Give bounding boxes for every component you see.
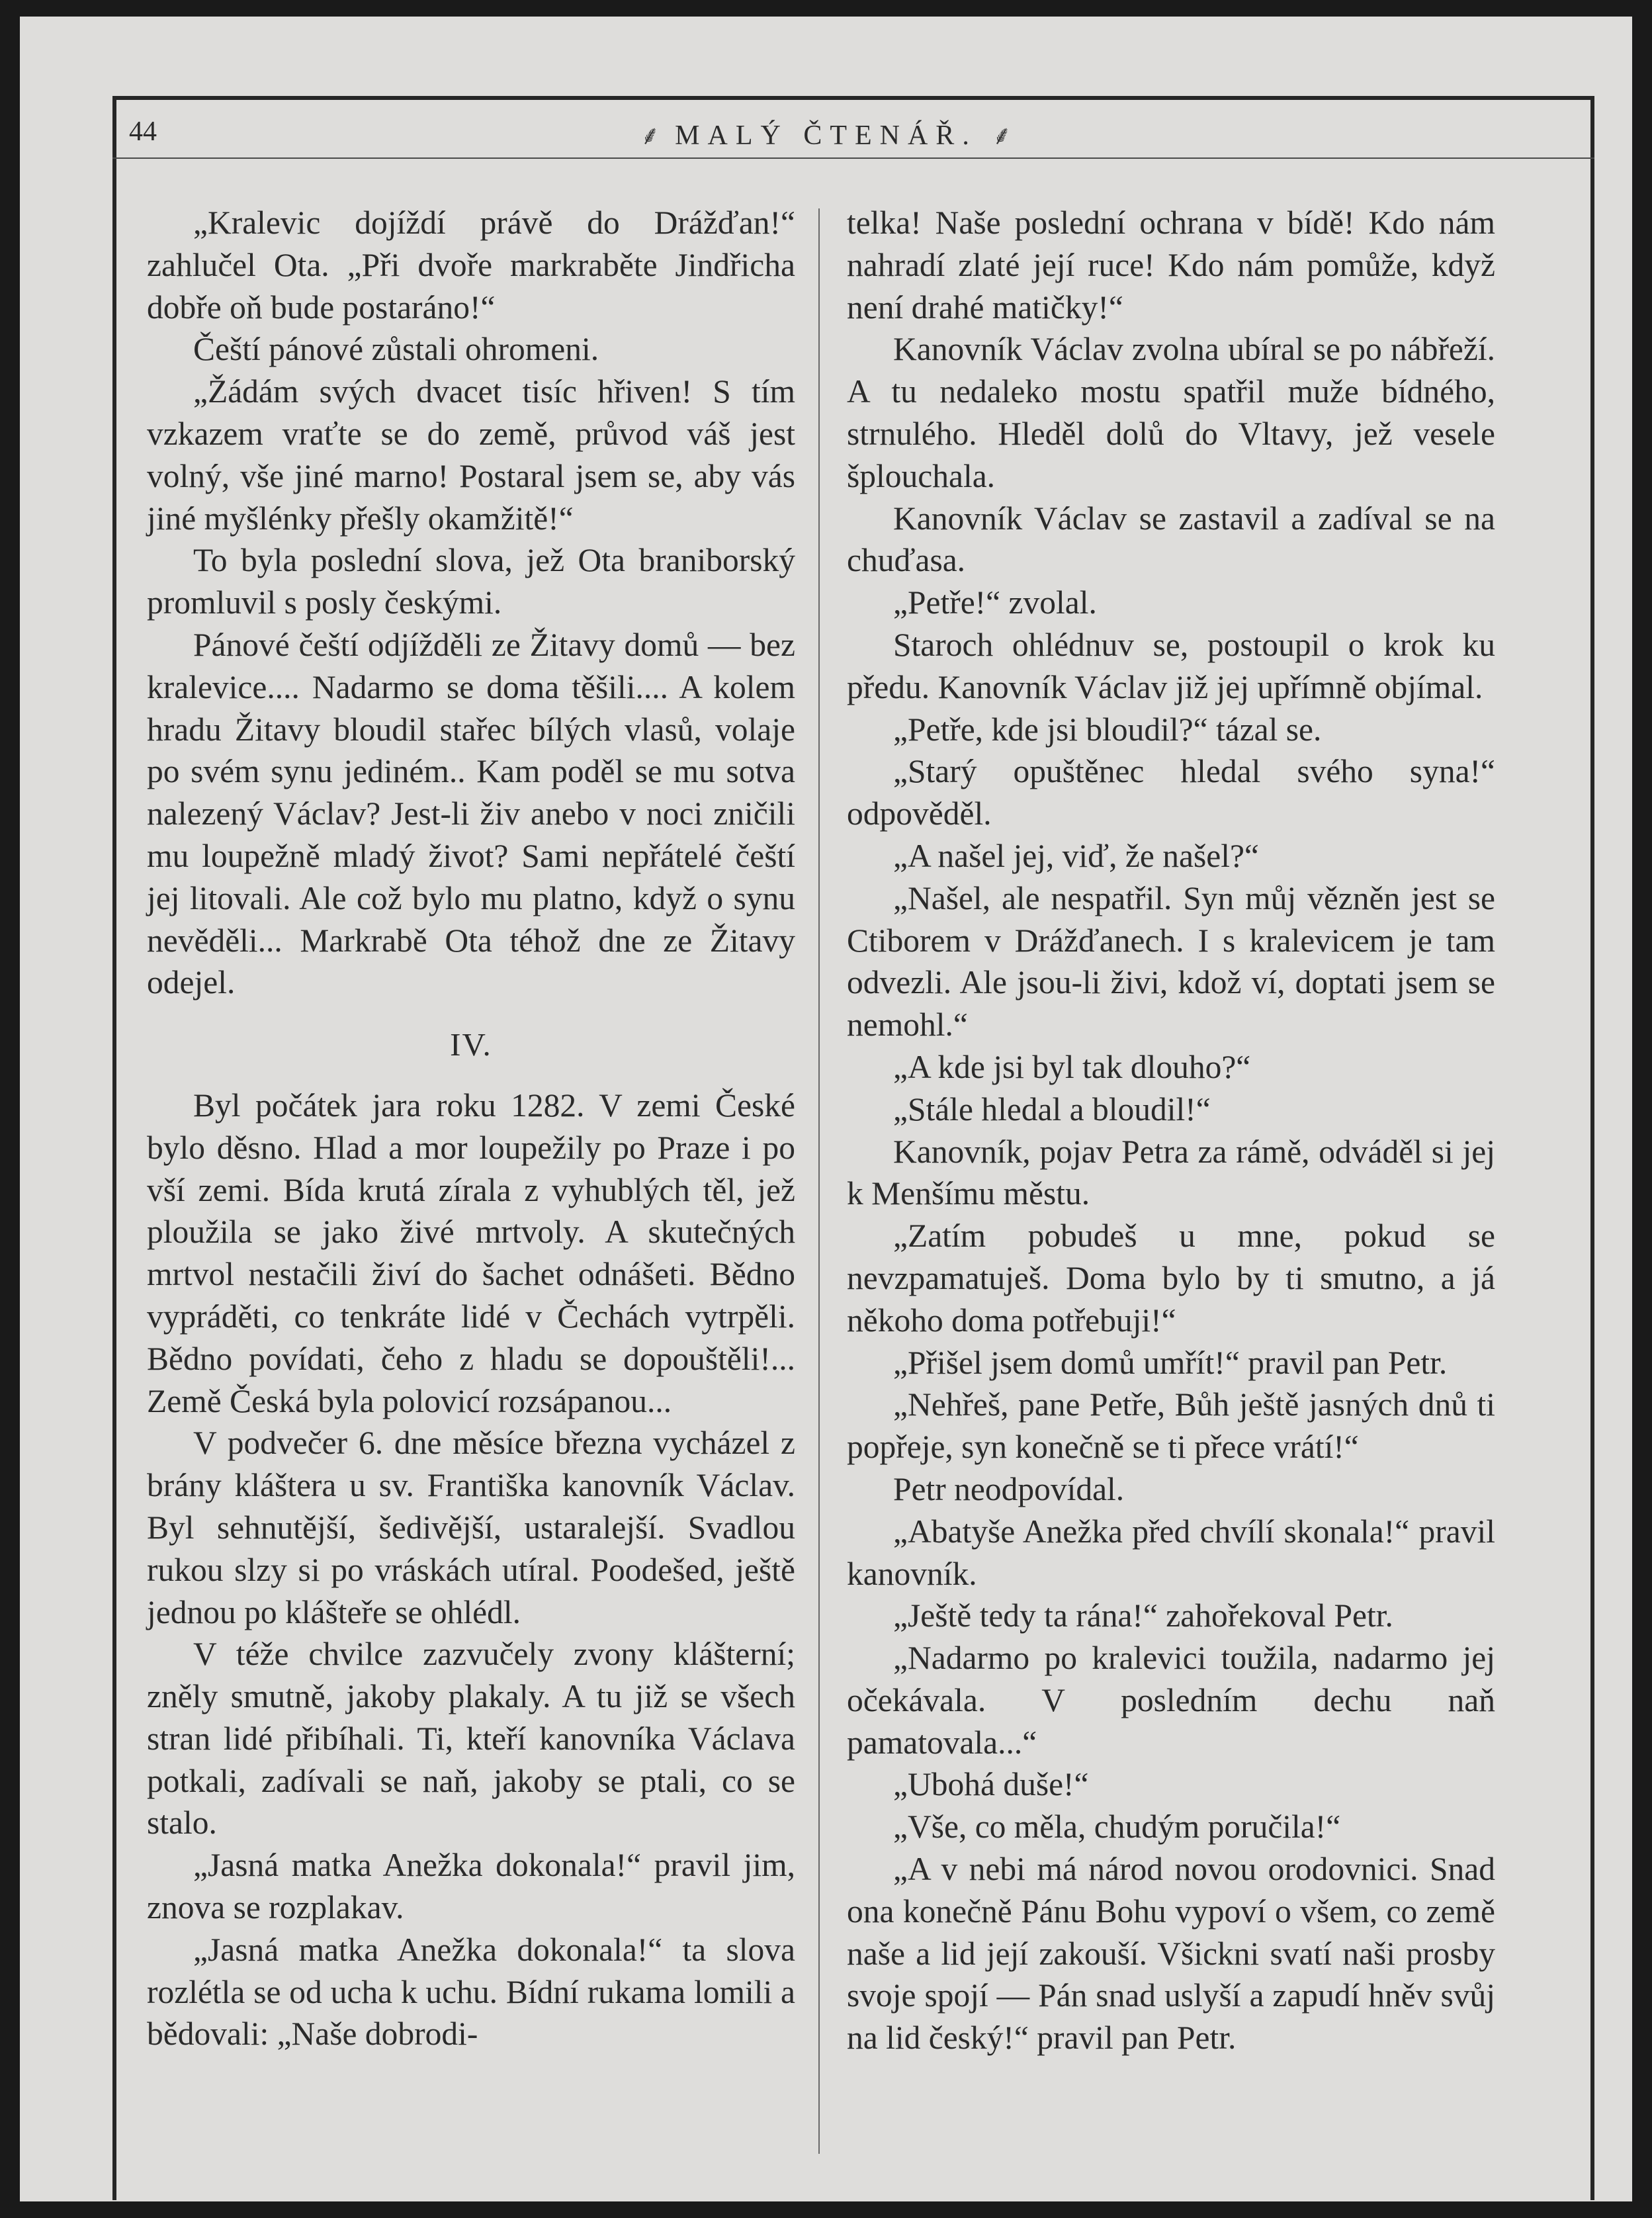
paragraph: „Stále hledal a bloudil!“ [893, 1090, 1211, 1128]
paragraph: „A našel jej, viď, že našel?“ [893, 837, 1259, 874]
paragraph: „Ubohá duše!“ [893, 1766, 1089, 1803]
paragraph: „Našel, ale nespatřil. Syn můj vězněn jest se Ctiborem v Drážďanech. I s kralevicem je tam odvezli. Ale jsou-li živi, kdož ví, doptati jsem se nemohl.“ [847, 879, 1495, 1043]
paragraph: Byl počátek jara roku 1282. V zemi České bylo děsno. Hlad a mor loupežily po Praze i po vší zemi. Bída krutá zírala z vyhublých těl, jež ploužila se jako živé mrtvoly. A skutečných mrtvol nestačili živí do šachet odnášeti. Bědno vypráděti, co tenkráte lidé v Čechách vytrpěli. Bědno povídati, čeho z hladu se dopouštěli!... Země Česká byla polovicí rozsápanou... [147, 1087, 795, 1419]
paragraph: „Petře, kde jsi bloudil?“ tázal se. [893, 711, 1322, 748]
paragraph: To byla poslední slova, jež Ota braniborský promluvil s posly českými. [147, 542, 795, 621]
paragraph: Petr neodpovídal. [893, 1470, 1125, 1507]
chapter-heading: IV. [450, 1026, 492, 1063]
paragraph: „Jasná matka Anežka dokonala!“ ta slova rozlétla se od ucha k uchu. Bídní rukama lomili a bědovali: „Naše dobrodi- [147, 1931, 795, 2053]
paragraph: „Kralevic dojíždí právě do Drážďan!“ zahlučel Ota. „Při dvoře markraběte Jindřicha dobře oň bude postaráno!“ [147, 204, 795, 326]
page-frame-top-border [112, 96, 1594, 100]
column-divider [818, 208, 820, 2154]
paragraph: Kanovník Václav zvolna ubíral se po nábřeží. A tu nedaleko mostu spatřil muže bídného, strnulého. Hleděl dolů do Vltavy, jež vesele šplouchala. [847, 331, 1495, 494]
page-number: 44 [129, 116, 157, 147]
paragraph: „Nehřeš, pane Petře, Bůh ještě jasných dnů ti popřeje, syn konečně se ti přece vrátí!“ [847, 1386, 1495, 1466]
ornament-left-icon: ⸙ [640, 120, 660, 150]
paragraph: „Petře!“ zvolal. [893, 584, 1097, 621]
right-column [847, 202, 1495, 2059]
paragraph: „Nadarmo po kralevici toužila, nadarmo jej očekávala. V posledním dechu naň pamatovala...“ [847, 1640, 1495, 1761]
ornament-right-icon: ⸙ [992, 120, 1012, 150]
journal-title: MALÝ ČTENÁŘ. [675, 120, 977, 151]
paragraph: Kanovník Václav se zastavil a zadíval se na chuďasa. [847, 500, 1495, 579]
header-rule [112, 157, 1594, 159]
paragraph: „Abatyše Anežka před chvílí skonala!“ pravil kanovník. [847, 1513, 1495, 1592]
paragraph: „Jasná matka Anežka dokonala!“ pravil jim, znova se rozplakav. [147, 1847, 795, 1926]
paragraph: „Starý opuštěnec hledal svého syna!“ odpověděl. [847, 753, 1495, 832]
paragraph: Staroch ohlédnuv se, postoupil o krok ku předu. Kanovník Václav již jej upřímně objímal. [847, 626, 1495, 705]
paragraph: „A v nebi má národ novou orodovnici. Snad ona konečně Pánu Bohu vypoví o všem, co země naše a lid její zakouší. Všickni svatí naši prosby svoje spojí — Pán snad uslyší a zapudí hněv svůj na lid český!“ pravil pan Petr. [847, 1851, 1495, 2057]
paragraph: Pánové čeští odjížděli ze Žitavy domů — bez kralevice.... Nadarmo se doma těšili.... A kolem hradu Žitavy bloudil stařec bílých vlasů, volaje po svém synu jediném.. Kam poděl se mu sotva nalezený Václav? Jest-li živ anebo v noci zničili mu loupežně mladý život? Sami nepřátelé čeští jej litovali. Ale což bylo mu platno, když o synu nevěděli... Markrabě Ota téhož dne ze Žitavy odejel. [147, 626, 795, 1001]
page-frame-right-border [1590, 96, 1594, 2200]
left-column [147, 202, 795, 2055]
paragraph: Čeští pánové zůstali ohromeni. [193, 331, 599, 368]
paragraph: „A kde jsi byl tak dlouho?“ [893, 1048, 1251, 1085]
paragraph: Kanovník, pojav Petra za rámě, odváděl si jej k Menšímu městu. [847, 1133, 1495, 1212]
paragraph: V téže chvilce zazvučely zvony klášterní; zněly smutně, jakoby plakaly. A tu již se všech stran lidé přibíhali. Ti, kteří kanovníka Václava potkali, zadívali se naň, jakoby se ptali, co se stalo. [147, 1636, 795, 1841]
book-page [20, 17, 1632, 2201]
paragraph-continuation: telka! Naše poslední ochrana v bídě! Kdo nám nahradí zlaté její ruce! Kdo nám pomůže, když není drahé matičky!“ [847, 204, 1495, 326]
paragraph: „Zatím pobudeš u mne, pokud se nevzpamatuješ. Doma bylo by ti smutno, a já někoho doma potřebuji!“ [847, 1218, 1495, 1339]
running-head [20, 116, 1632, 152]
paragraph: „Vše, co měla, chudým poručila!“ [893, 1808, 1341, 1845]
paragraph: „Ještě tedy ta rána!“ zahořekoval Petr. [893, 1597, 1393, 1634]
paragraph: „Přišel jsem domů umřít!“ pravil pan Petr. [893, 1344, 1448, 1381]
paragraph: „Žádám svých dvacet tisíc hřiven! S tím vzkazem vraťte se do země, průvod váš jest volný, vše jiné marno! Postaral jsem se, aby vás jiné myšlénky přešly okamžitě!“ [147, 373, 795, 537]
page-frame-left-border [112, 96, 116, 2200]
paragraph: V podvečer 6. dne měsíce března vycházel z brány kláštera u sv. Františka kanovník Václav. Byl sehnutější, šedivější, ustaralejší. Svadlou rukou slzy si po vráskách utíral. Poodešed, ještě jednou po klášteře se ohlédl. [147, 1425, 795, 1630]
